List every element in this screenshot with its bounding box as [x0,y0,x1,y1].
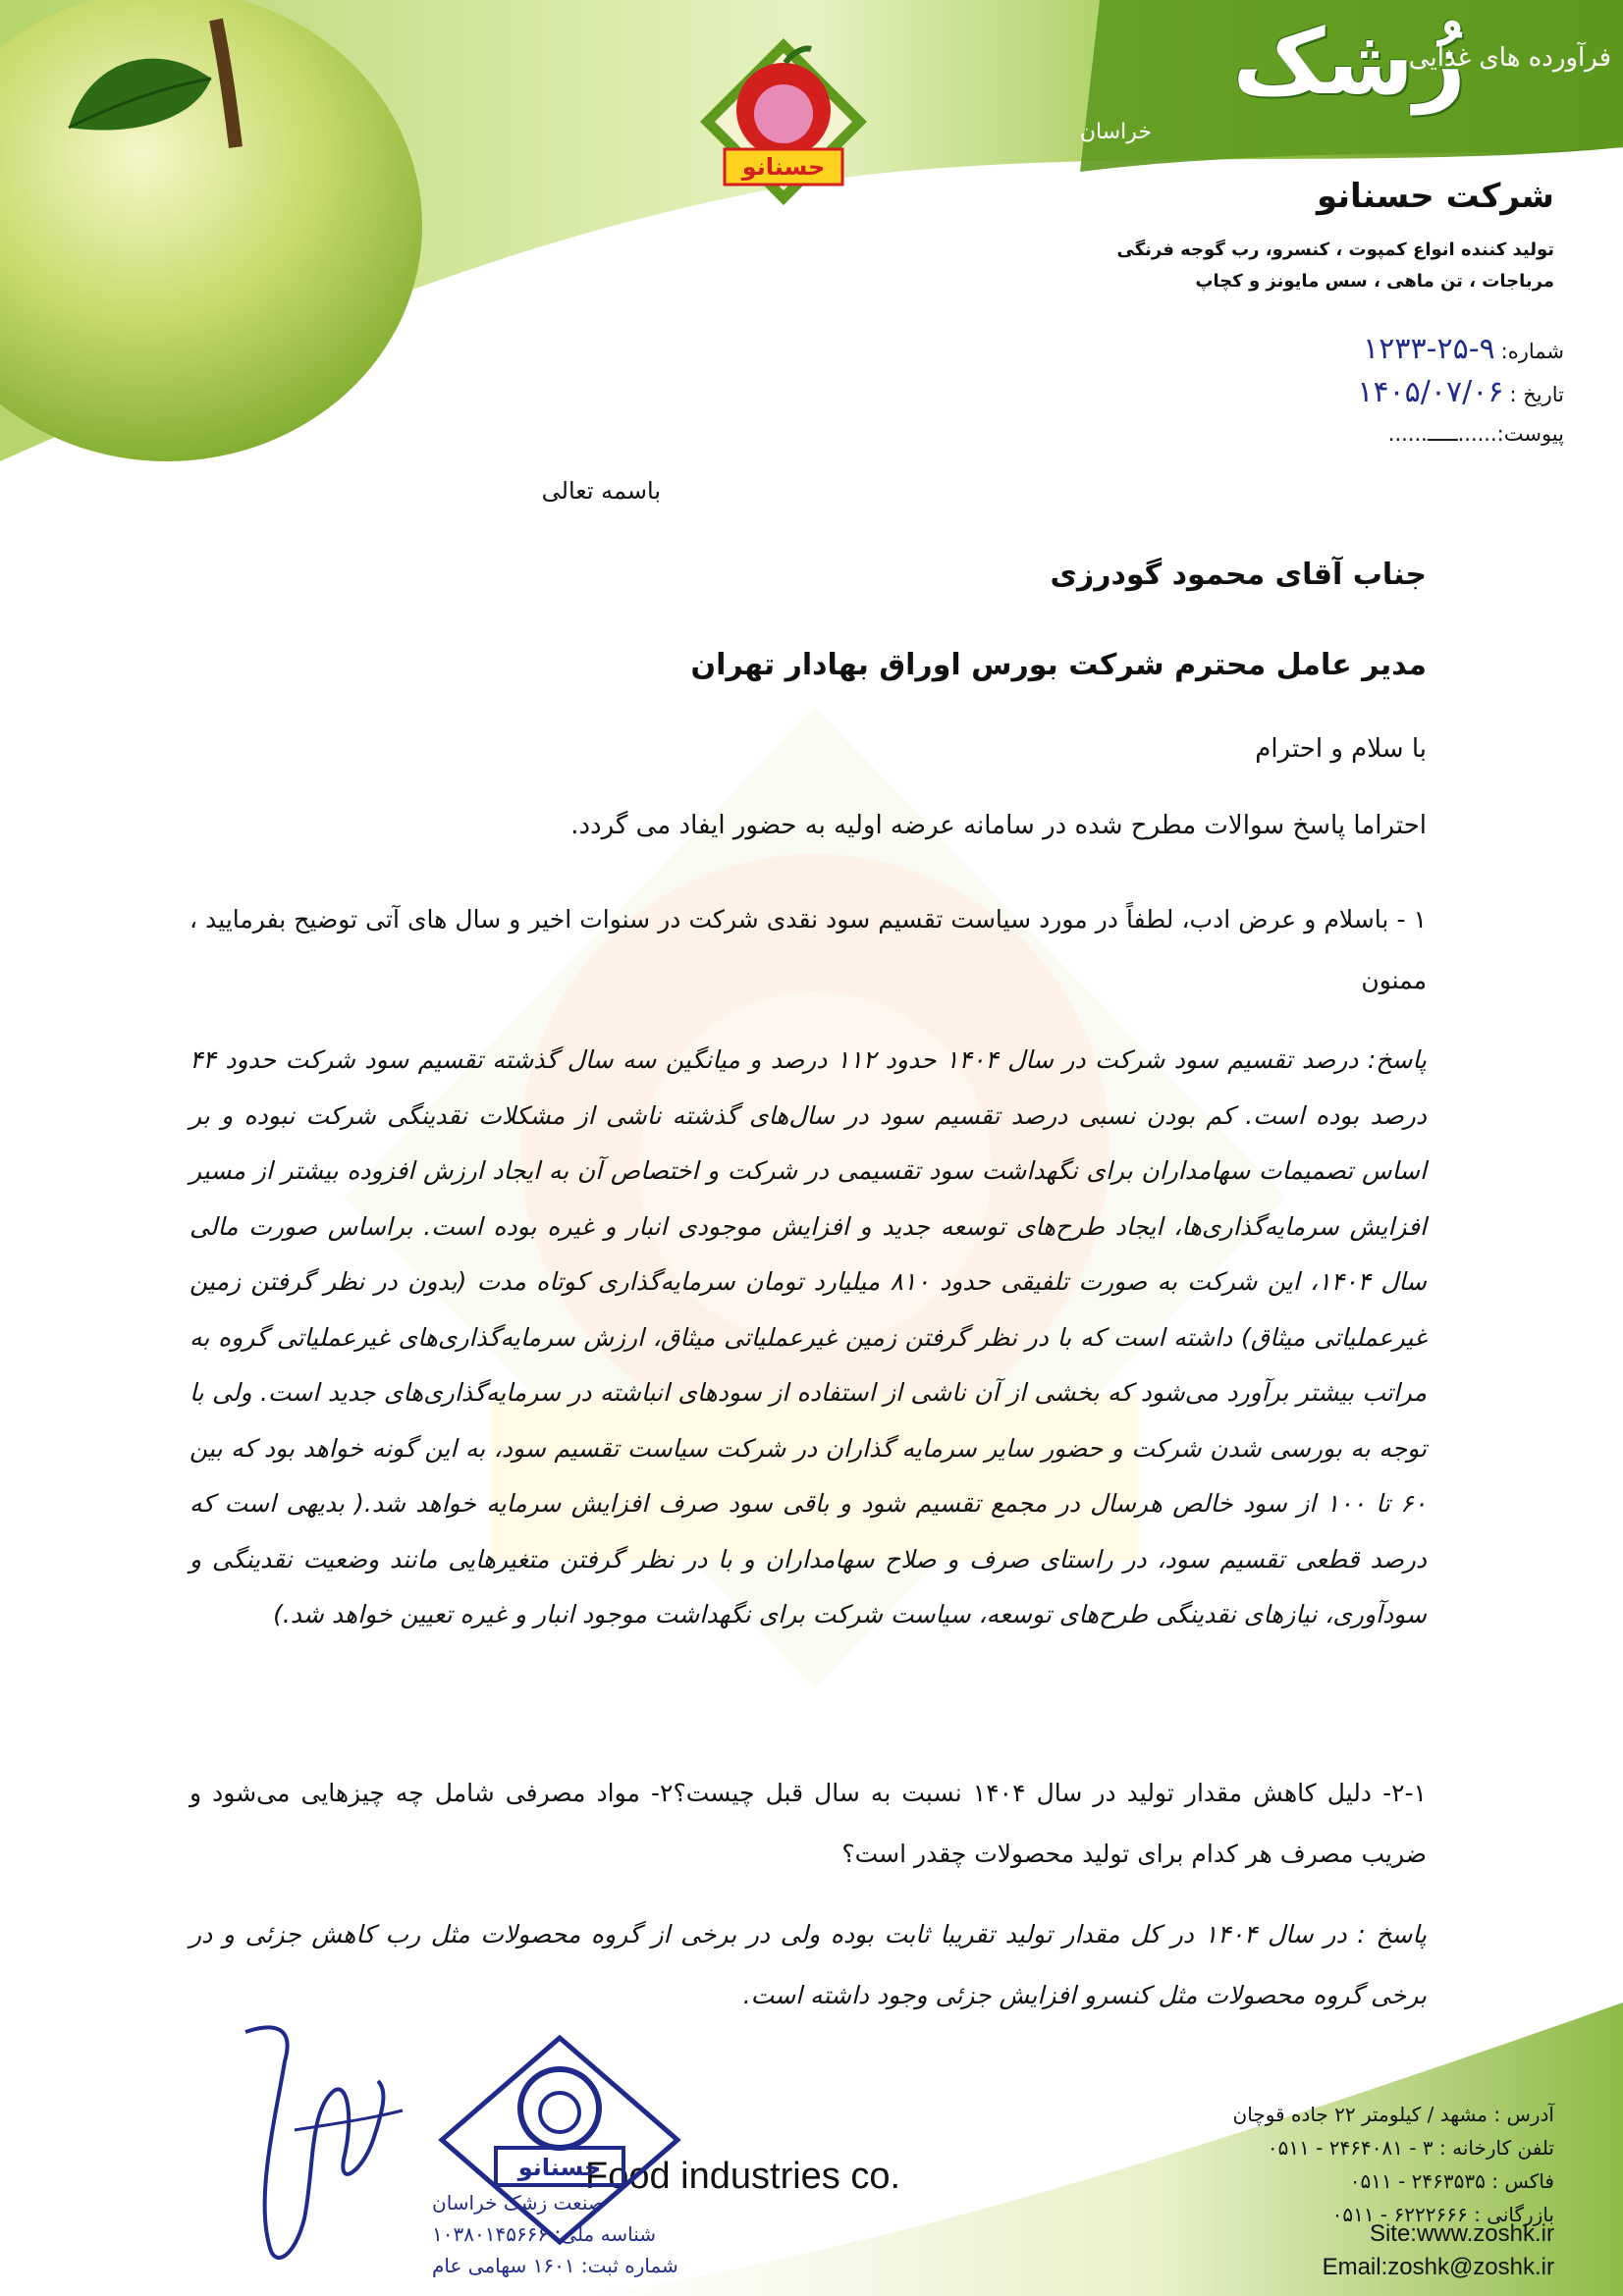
footer-address: آدرس : مشهد / کیلومتر ۲۲ جاده قوچان [1232,2103,1554,2126]
letter-date-value: ۱۴۰۵/۰۷/۰۶ [1357,375,1504,409]
brand-tagline: فرآورده های غذایی [1408,43,1611,73]
letter-attachment-value: ......ـــــ...... [1387,422,1497,446]
stamp-company-line: صنعت زشک خراسان [432,2191,605,2215]
logo-text: حسنانو [741,153,826,181]
salutation: با سلام و احترام [1255,734,1427,764]
footer-sales-phone: بازرگانی : ۶۲۲۲۶۶۶ - ۰۵۱۱ [1331,2203,1554,2226]
company-description-line2: مرباجات ، تن ماهی ، سس مایونز و کچاپ [1195,271,1554,292]
footer-email: Email:zoshk@zoshk.ir [1322,2254,1554,2280]
food-industries-label: Food industries co. [585,2156,901,2197]
letter-number-row [1363,332,1564,366]
recipient-name: جناب آقای محمود گودرزی [1050,558,1427,592]
hasnano-logo-icon [695,33,872,210]
company-description-line1: تولید کننده انواع کمپوت ، کنسرو، رب گوجه فرنگی [1116,240,1554,260]
footer-factory-phone: تلفن کارخانه : ۳ - ۲۴۶۴۰۸۱ - ۰۵۱۱ [1267,2136,1554,2160]
letter-number-value: ۹-۲۵-۱۲۳۳ [1363,332,1495,366]
footer-website: Site:www.zoshk.ir [1369,2220,1554,2247]
question-2: ۲-۱- دلیل کاهش مقدار تولید در سال ۱۴۰۴ نسبت به سال قبل چیست؟۲- مواد مصرفی شامل چه چیزهایی می‌شود و ضریب مصرف هر کدام برای تولید محصولات چقدر است؟ [189,1779,1427,1868]
question-1: ۱ - باسلام و عرض ادب، لطفاً در مورد سیاست تقسیم سود نقدی شرکت در سنوات اخیر و سال های آتی توضیح بفرمایید ، ممنون [189,905,1427,994]
signature-icon [216,2002,452,2277]
letter-number-label: شماره: [1500,340,1564,363]
company-name: شرکت حسنانو [1316,177,1554,216]
footer-fax: فاکس : ۲۴۶۳۵۳۵ - ۰۵۱۱ [1349,2169,1554,2193]
letter-attachment-label: پیوست: [1496,422,1564,446]
basmala: باسمه تعالی [541,477,661,505]
stamp-logo-text: حسنانو [517,2154,602,2181]
brand-logo-title: زُشک [1232,10,1466,115]
letter-date-row [1357,375,1564,409]
answer-2: پاسخ : در سال ۱۴۰۴ در کل مقدار تولید تقریبا ثابت بوده ولی در برخی از گروه محصولات مثل رب کاهش جزئی و در برخی گروه محصولات مثل کنسرو افزایش جزئی وجود داشته است. [189,1920,1427,2009]
answer-1: پاسخ: درصد تقسیم سود شرکت در سال ۱۴۰۴ حدود ۱۱۲ درصد و میانگین سه سال گذشته تقسیم سود شرکت حدود ۴۴ درصد بوده است. کم بودن نسبی درصد تقسیم سود در سال‌های گذشته ناشی از مشکلات نقدینگی شرکت نبوده و بر اساس تصمیمات سهامداران برای نگهداشت سود تقسیمی در شرکت و اختصاص آن به ایجاد ارزش افزوده بیشتر از مسیر افزایش سرمایه‌گذاری‌ها، ایجاد طرح‌های توسعه جدید و افزایش موجودی انبار و غیره بوده است. براساس صورت مالی سال ۱۴۰۴، این شرکت به صورت تلفیقی حدود ۸۱۰ میلیارد تومان سرمایه‌گذاری کوتاه مدت (بدون در نظر گرفتن زمین غیرعملیاتی میثاق) داشته است که با در نظر گرفتن زمین غیرعملیاتی میثاق، ارزش سرمایه‌گذاری‌های غیرعملیاتی گروه به مراتب بیشتر برآورد می‌شود که بخشی از آن ناشی از استفاده از سودهای انباشته در سرمایه‌گذاری‌های جدید است. ولی با توجه به بورسی شدن شرکت و حضور سایر سرمایه گذاران در شرکت سیاست تقسیم سود، به این گونه خواهد بود که بین ۶۰ تا ۱۰۰ از سود خالص هرسال در مجمع تقسیم شود و باقی سود صرف افزایش سرمایه خواهد شد.( بدیهی است که درصد قطعی تقسیم سود، در راستای صرف و صلاح سهامداران و با در نظر گرفتن متغیرهایی مانند وضعیت نقدینگی و سودآوری، نیازهای نقدینگی طرح‌های توسعه، سیاست شرکت برای نگهداشت موجود انبار و غیره تعیین خواهد شد.) [189,1045,1428,1629]
letter-attachment-row [1388,422,1564,446]
letter-date-label: تاریخ : [1509,383,1564,406]
intro-paragraph: احتراما پاسخ سوالات مطرح شده در سامانه عرضه اولیه به حضور ایفاد می گردد. [570,811,1427,840]
brand-region: خراسان [1079,120,1152,144]
stamp-national-id: شناسه ملی: ۱۰۳۸۰۱۴۵۶۶۶ [432,2222,656,2246]
company-stamp-icon [412,2032,707,2248]
recipient-title: مدیر عامل محترم شرکت بورس اوراق بهادار تهران [690,648,1427,682]
stamp-registration: شماره ثبت: ۱۶۰۱ سهامی عام [432,2254,678,2277]
